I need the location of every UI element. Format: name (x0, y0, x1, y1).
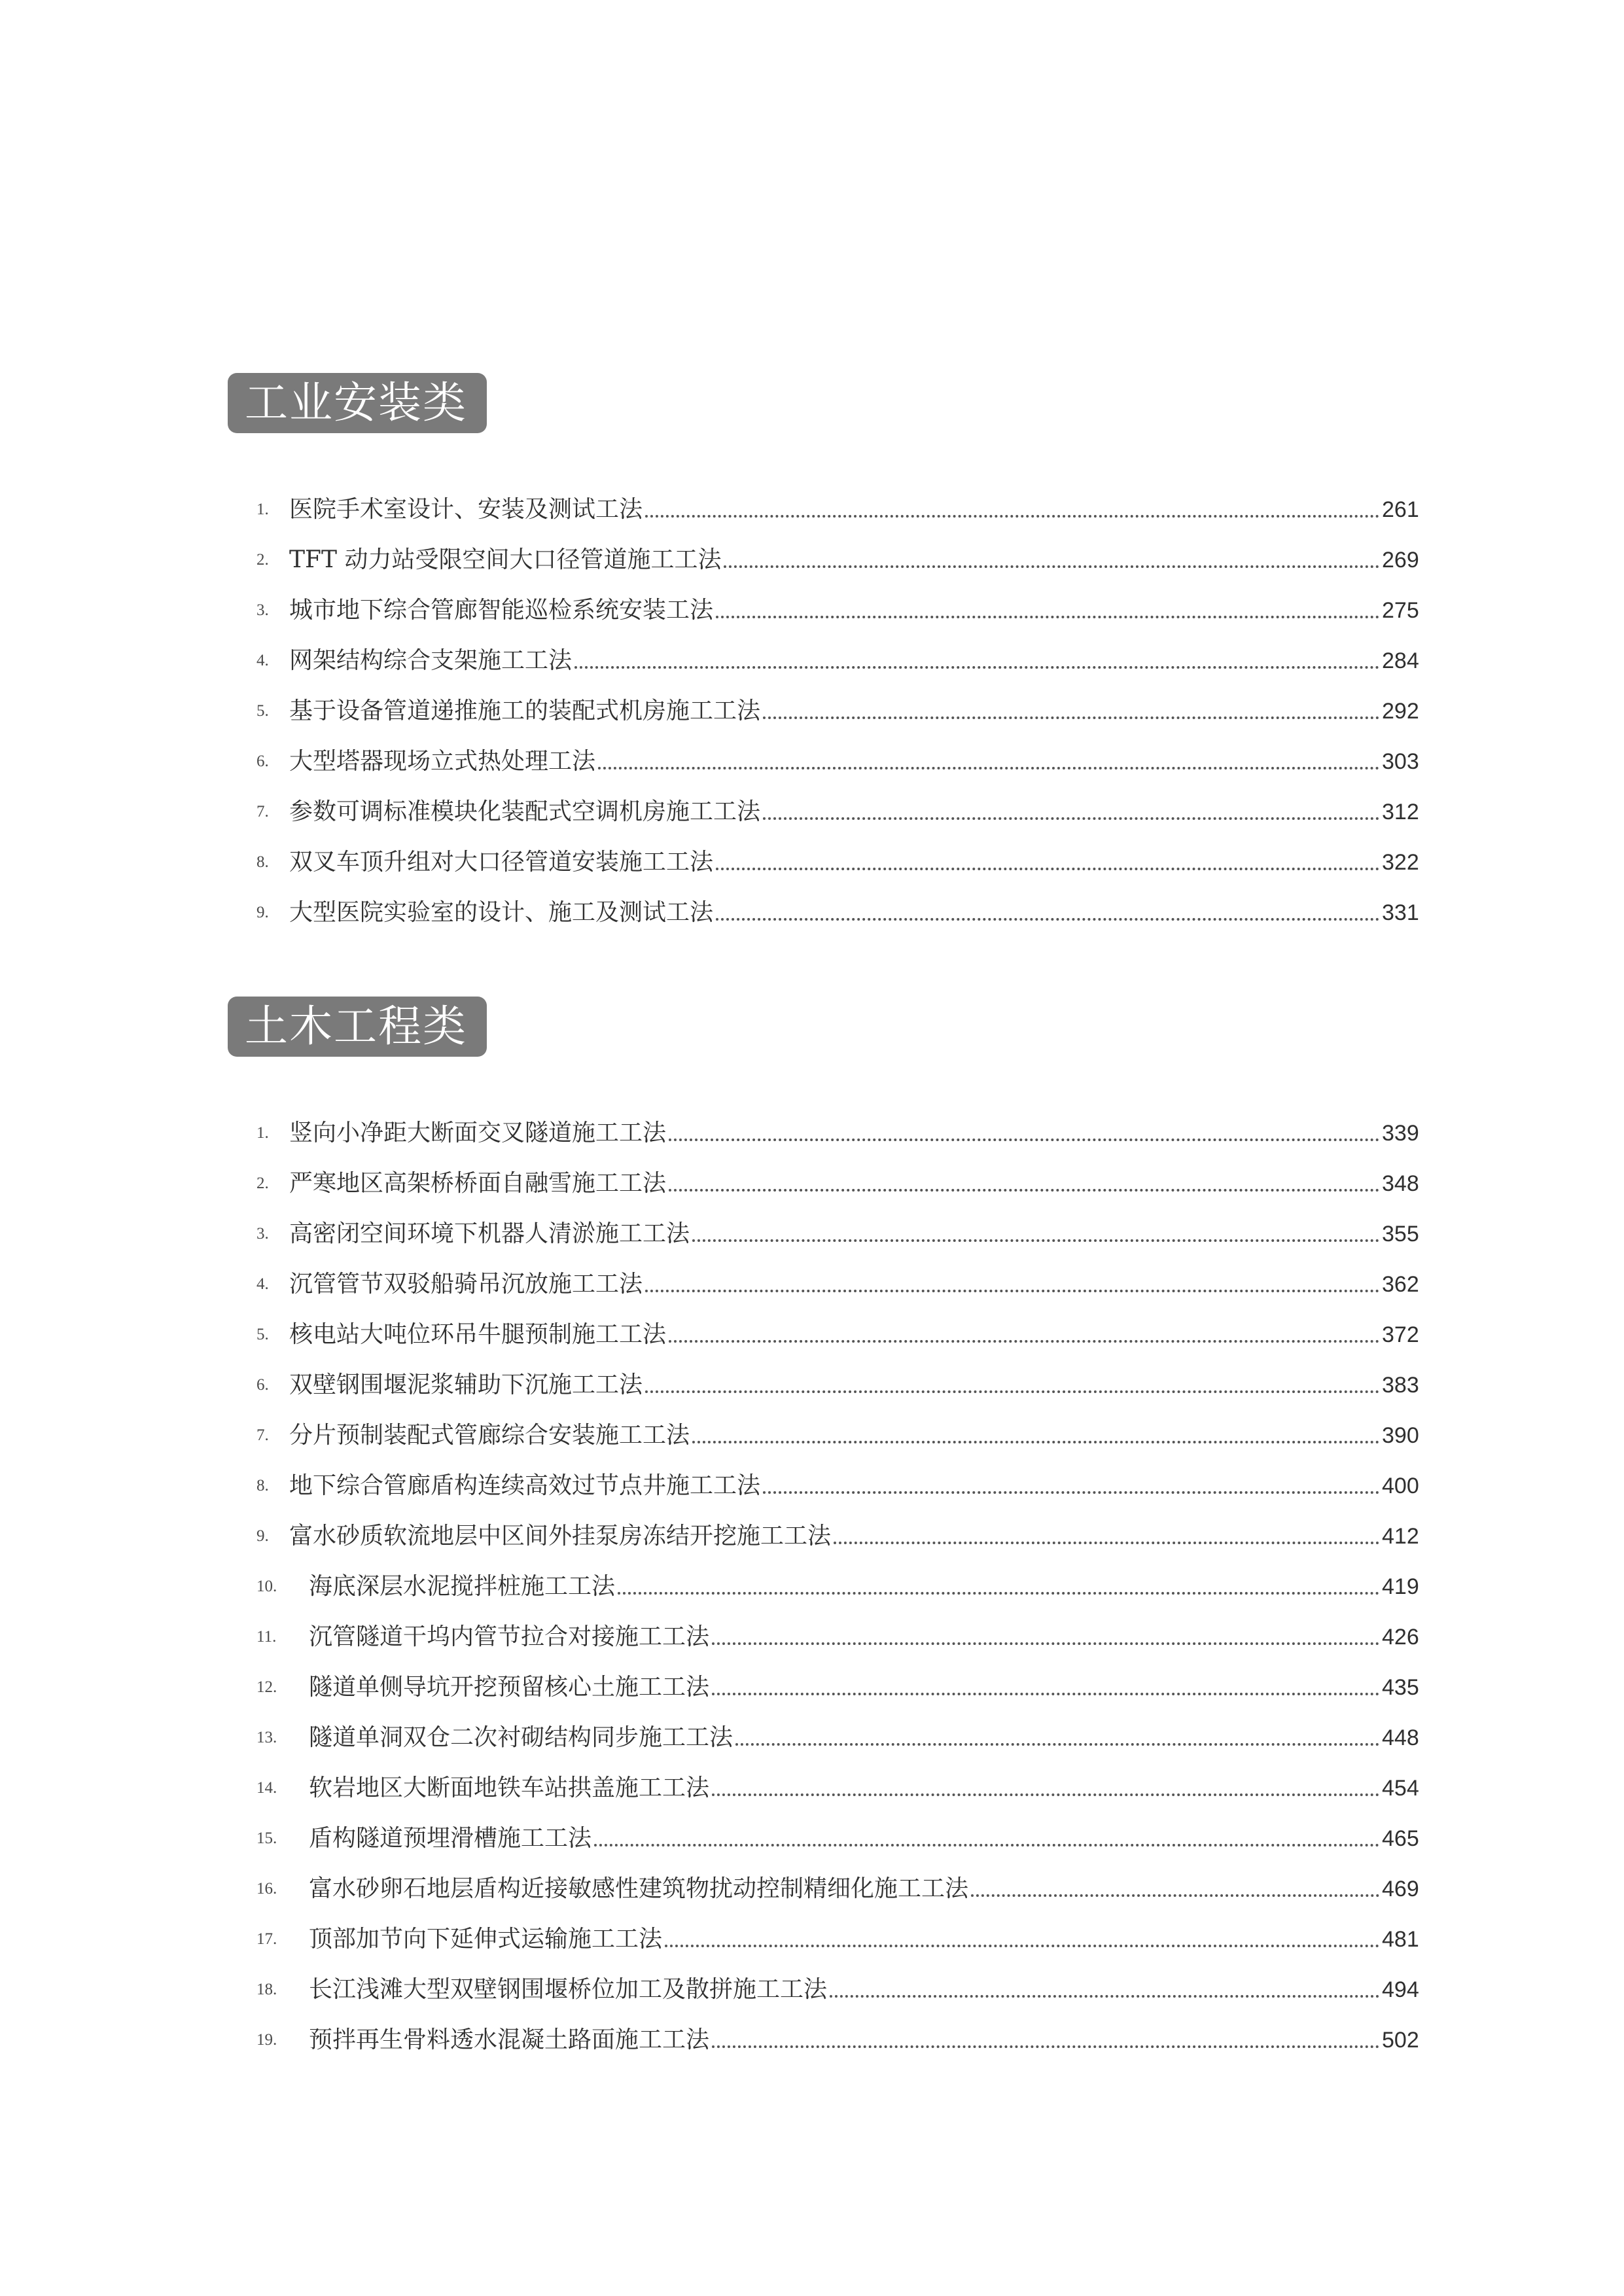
toc-entry[interactable] (256, 484, 1429, 535)
entry-title: 竖向小净距大断面交叉隧道施工工法 (289, 1119, 667, 1146)
toc-entry[interactable] (256, 1813, 1429, 1863)
entry-number: 16. (256, 1880, 277, 1898)
entry-page: 284 (1382, 648, 1419, 673)
dot-leader (645, 1290, 1379, 1292)
dot-leader (716, 616, 1379, 618)
dot-leader (669, 1340, 1379, 1343)
dot-leader (594, 1844, 1379, 1846)
toc-entry[interactable] (256, 837, 1429, 887)
entry-page: 448 (1382, 1725, 1419, 1750)
dot-leader (763, 1491, 1379, 1494)
dot-leader (834, 1542, 1379, 1544)
entry-title: 富水砂卵石地层盾构近接敏感性建筑物扰动控制精细化施工工法 (309, 1875, 969, 1902)
entry-page: 502 (1382, 2027, 1419, 2053)
entry-title: 核电站大吨位环吊牛腿预制施工工法 (289, 1320, 667, 1348)
entry-page: 261 (1382, 497, 1419, 522)
entry-title: 双壁钢围堰泥浆辅助下沉施工工法 (289, 1371, 643, 1398)
entry-number: 8. (256, 853, 269, 871)
entry-title: 双叉车顶升组对大口径管道安装施工工法 (289, 848, 714, 875)
dot-leader (763, 716, 1379, 719)
entry-number: 11. (256, 1628, 277, 1646)
toc-entry[interactable] (256, 736, 1429, 786)
entry-number: 13. (256, 1729, 277, 1746)
toc-entry[interactable] (256, 887, 1429, 938)
entry-number: 14. (256, 1779, 277, 1797)
toc-entry[interactable] (256, 1108, 1429, 1158)
entry-title: 严寒地区高架桥桥面自融雪施工工法 (289, 1169, 667, 1197)
toc-entry[interactable] (256, 1612, 1429, 1662)
entry-number: 15. (256, 1829, 277, 1847)
entry-number: 5. (256, 1326, 269, 1343)
entry-number: 5. (256, 702, 269, 720)
entry-number: 3. (256, 1225, 269, 1243)
toc-entry[interactable] (256, 786, 1429, 837)
toc-entry[interactable] (256, 1863, 1429, 1914)
dot-leader (618, 1592, 1379, 1595)
entry-title: 软岩地区大断面地铁车站拱盖施工工法 (309, 1774, 710, 1801)
dot-leader (830, 1995, 1379, 1998)
dot-leader (763, 817, 1379, 820)
dot-leader (665, 1945, 1379, 1947)
toc-entry[interactable] (256, 1209, 1429, 1259)
dot-leader (645, 1390, 1379, 1393)
entry-number: 6. (256, 1376, 269, 1394)
entry-number: 6. (256, 752, 269, 770)
toc-entry[interactable] (256, 1158, 1429, 1209)
entry-title: 沉管管节双驳船骑吊沉放施工工法 (289, 1270, 643, 1298)
dot-leader (692, 1239, 1379, 1242)
entry-title: 大型医院实验室的设计、施工及测试工法 (289, 898, 714, 926)
entry-title: 参数可调标准模块化装配式空调机房施工工法 (289, 798, 761, 825)
entry-page: 331 (1382, 900, 1419, 925)
entry-page: 292 (1382, 698, 1419, 724)
toc-entry[interactable] (256, 1914, 1429, 1964)
entry-number: 1. (256, 501, 269, 518)
toc-entry[interactable] (256, 1712, 1429, 1763)
entry-page: 269 (1382, 547, 1419, 573)
entry-title: 隧道单洞双仓二次衬砌结构同步施工工法 (309, 1723, 733, 1751)
dot-leader (735, 1743, 1379, 1746)
entry-number: 9. (256, 1527, 269, 1545)
toc-entry[interactable] (256, 585, 1429, 635)
dot-leader (712, 1693, 1379, 1695)
entry-title: 大型塔器现场立式热处理工法 (289, 747, 596, 775)
entry-title: 高密闭空间环境下机器人清淤施工工法 (289, 1220, 690, 1247)
entry-page: 412 (1382, 1523, 1419, 1549)
entry-page: 469 (1382, 1876, 1419, 1901)
entry-number: 8. (256, 1477, 269, 1494)
entry-title: TFT 动力站受限空间大口径管道施工工法 (289, 546, 722, 573)
entry-page: 372 (1382, 1322, 1419, 1347)
entry-title: 海底深层水泥搅拌桩施工工法 (309, 1572, 616, 1600)
toc-entry[interactable] (256, 1259, 1429, 1309)
entry-number: 17. (256, 1930, 277, 1948)
dot-leader (574, 666, 1379, 669)
dot-leader (712, 2045, 1379, 2048)
toc-entry[interactable] (256, 1309, 1429, 1360)
dot-leader (645, 515, 1379, 518)
entry-page: 390 (1382, 1422, 1419, 1448)
entry-page: 355 (1382, 1221, 1419, 1246)
entry-title: 盾构隧道预埋滑槽施工工法 (309, 1824, 592, 1852)
dot-leader (712, 1642, 1379, 1645)
entry-title: 网架结构综合支架施工工法 (289, 646, 573, 674)
entry-title: 基于设备管道递推施工的装配式机房施工工法 (289, 697, 761, 724)
entry-number: 3. (256, 601, 269, 619)
entry-page: 400 (1382, 1473, 1419, 1498)
toc-list (256, 1108, 1429, 2065)
dot-leader (669, 1139, 1379, 1141)
entry-title: 地下综合管廊盾构连续高效过节点井施工工法 (289, 1472, 761, 1499)
entry-number: 9. (256, 904, 269, 921)
entry-page: 465 (1382, 1826, 1419, 1851)
entry-page: 383 (1382, 1372, 1419, 1398)
toc-entry[interactable] (256, 635, 1429, 686)
toc-entry[interactable] (256, 1511, 1429, 1561)
dot-leader (598, 767, 1379, 769)
entry-number: 18. (256, 1981, 277, 1998)
entry-title: 预拌再生骨料透水混凝土路面施工工法 (309, 2026, 710, 2053)
entry-number: 2. (256, 1174, 269, 1192)
dot-leader (716, 868, 1379, 870)
entry-number: 19. (256, 2031, 277, 2049)
dot-leader (971, 1894, 1379, 1897)
entry-page: 362 (1382, 1271, 1419, 1297)
entry-number: 1. (256, 1124, 269, 1142)
toc-entry[interactable] (256, 1360, 1429, 1410)
entry-title: 富水砂质软流地层中区间外挂泵房冻结开挖施工工法 (289, 1522, 832, 1549)
entry-title: 隧道单侧导坑开挖预留核心土施工工法 (309, 1673, 710, 1701)
entry-title: 分片预制装配式管廊综合安装施工工法 (289, 1421, 690, 1449)
toc-entry[interactable] (256, 686, 1429, 736)
entry-number: 2. (256, 551, 269, 569)
entry-number: 4. (256, 652, 269, 669)
toc-entry[interactable] (256, 1561, 1429, 1612)
entry-page: 481 (1382, 1926, 1419, 1952)
entry-page: 419 (1382, 1574, 1419, 1599)
entry-page: 312 (1382, 799, 1419, 824)
entry-page: 275 (1382, 597, 1419, 623)
dot-leader (712, 1793, 1379, 1796)
entry-title: 长江浅滩大型双壁钢围堰桥位加工及散拼施工工法 (309, 1975, 828, 2003)
entry-page: 322 (1382, 849, 1419, 875)
section-title: 工业安装类 (228, 373, 487, 433)
entry-page: 435 (1382, 1674, 1419, 1700)
entry-title: 沉管隧道干坞内管节拉合对接施工工法 (309, 1623, 710, 1650)
dot-leader (716, 918, 1379, 921)
toc-entry[interactable] (256, 1410, 1429, 1460)
entry-page: 494 (1382, 1977, 1419, 2002)
entry-number: 4. (256, 1275, 269, 1293)
entry-title: 城市地下综合管廊智能巡检系统安装工法 (289, 596, 714, 624)
dot-leader (724, 565, 1379, 568)
entry-title: 顶部加节向下延伸式运输施工工法 (309, 1925, 663, 1952)
entry-number: 7. (256, 1426, 269, 1444)
toc-entry[interactable] (256, 1662, 1429, 1712)
entry-page: 454 (1382, 1775, 1419, 1801)
entry-page: 348 (1382, 1171, 1419, 1196)
dot-leader (669, 1189, 1379, 1192)
entry-number: 12. (256, 1678, 277, 1696)
entry-page: 426 (1382, 1624, 1419, 1650)
entry-number: 7. (256, 803, 269, 821)
entry-page: 339 (1382, 1120, 1419, 1146)
entry-number: 10. (256, 1578, 277, 1595)
toc-entry[interactable] (256, 2015, 1429, 2065)
entry-page: 303 (1382, 749, 1419, 774)
toc-entry[interactable] (256, 1460, 1429, 1511)
entry-title: 医院手术室设计、安装及测试工法 (289, 495, 643, 523)
section-title: 土木工程类 (228, 997, 487, 1057)
toc-entry[interactable] (256, 1763, 1429, 1813)
dot-leader (692, 1441, 1379, 1443)
toc-entry[interactable] (256, 535, 1429, 585)
toc-entry[interactable] (256, 1964, 1429, 2015)
toc-list (256, 484, 1429, 938)
